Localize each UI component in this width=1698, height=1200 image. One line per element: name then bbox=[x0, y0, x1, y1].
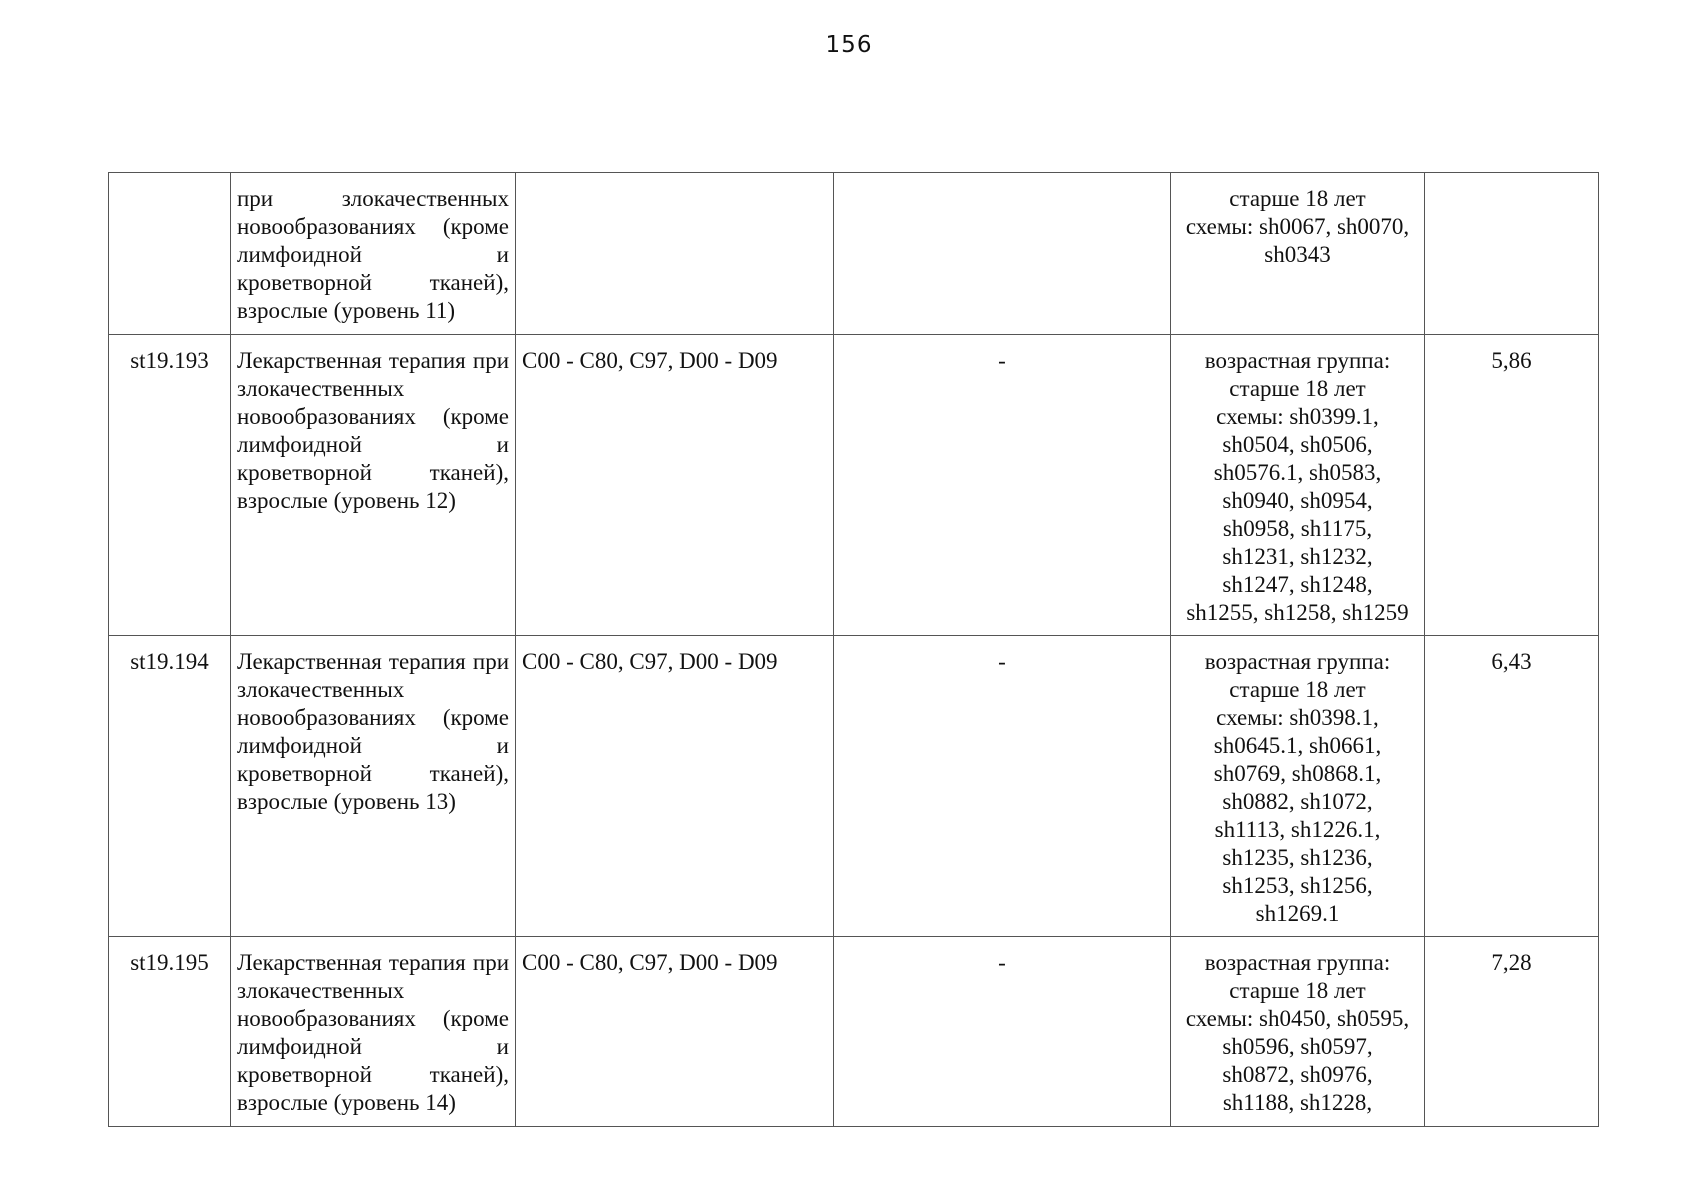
row-coefficient-cell: 5,86 bbox=[1425, 335, 1599, 636]
criteria-line: старше 18 лет bbox=[1229, 186, 1366, 211]
criteria-line: возрастная группа: bbox=[1204, 950, 1391, 975]
criteria-line: sh0504, sh0506, bbox=[1222, 432, 1373, 457]
criteria-line: старше 18 лет bbox=[1229, 677, 1366, 702]
criteria-line: sh0958, sh1175, bbox=[1222, 516, 1373, 541]
criteria-line: схемы: sh0450, sh0595, bbox=[1185, 1006, 1410, 1031]
row-code-cell: st19.194 bbox=[109, 636, 231, 937]
criteria-line: схемы: sh0398.1, bbox=[1216, 705, 1379, 730]
row-other-cell: - bbox=[834, 937, 1171, 1127]
row-name-cell: при злокачественных новообразованиях (кроме лимфоидной и кроветворной тканей), взрослые (уровень 11) bbox=[231, 173, 516, 335]
row-other-cell: - bbox=[834, 636, 1171, 937]
row-criteria-cell bbox=[1171, 937, 1425, 1127]
criteria-line: схемы: sh0067, sh0070, bbox=[1185, 214, 1410, 239]
criteria-line: sh1235, sh1236, bbox=[1222, 845, 1373, 870]
criteria-line: sh1188, sh1228, bbox=[1222, 1090, 1373, 1115]
criteria-line: sh0872, sh0976, bbox=[1222, 1062, 1373, 1087]
criteria-line: возрастная группа: bbox=[1204, 348, 1391, 373]
criteria-line: схемы: sh0399.1, bbox=[1216, 404, 1379, 429]
page-number: 156 bbox=[825, 32, 873, 58]
row-code-cell: st19.195 bbox=[109, 937, 231, 1127]
row-name-cell: Лекарственная терапия при злокачественных новообразованиях (кроме лимфоидной и кроветворной тканей), взрослые (уровень 12) bbox=[231, 335, 516, 636]
criteria-line: старше 18 лет bbox=[1229, 376, 1366, 401]
row-diagnosis-cell bbox=[516, 173, 834, 335]
row-diagnosis-cell: C00 - C80, C97, D00 - D09 bbox=[516, 937, 834, 1127]
criteria-line: sh1247, sh1248, bbox=[1222, 572, 1373, 597]
criteria-line: sh0343 bbox=[1264, 242, 1331, 267]
row-coefficient-cell: 6,43 bbox=[1425, 636, 1599, 937]
row-coefficient-cell bbox=[1425, 173, 1599, 335]
criteria-line: sh1231, sh1232, bbox=[1222, 544, 1373, 569]
row-coefficient-cell: 7,28 bbox=[1425, 937, 1599, 1127]
criteria-line: возрастная группа: bbox=[1204, 649, 1391, 674]
table-row bbox=[109, 335, 1599, 636]
criteria-line: sh0576.1, sh0583, bbox=[1213, 460, 1382, 485]
row-criteria-cell bbox=[1171, 173, 1425, 335]
criteria-line: sh1113, sh1226.1, bbox=[1214, 817, 1381, 842]
tariff-table bbox=[108, 172, 1599, 1127]
criteria-line: sh1269.1 bbox=[1255, 901, 1340, 926]
criteria-line: sh0882, sh1072, bbox=[1222, 789, 1373, 814]
criteria-line: sh0940, sh0954, bbox=[1222, 488, 1373, 513]
row-other-cell: - bbox=[834, 335, 1171, 636]
row-other-cell bbox=[834, 173, 1171, 335]
row-code-cell bbox=[109, 173, 231, 335]
criteria-line: sh1253, sh1256, bbox=[1222, 873, 1373, 898]
table-row bbox=[109, 937, 1599, 1127]
row-code-cell: st19.193 bbox=[109, 335, 231, 636]
row-criteria-cell bbox=[1171, 335, 1425, 636]
criteria-line: sh0596, sh0597, bbox=[1222, 1034, 1373, 1059]
criteria-line: sh0645.1, sh0661, bbox=[1213, 733, 1382, 758]
table-row bbox=[109, 173, 1599, 335]
criteria-line: старше 18 лет bbox=[1229, 978, 1366, 1003]
criteria-line: sh0769, sh0868.1, bbox=[1213, 761, 1382, 786]
row-diagnosis-cell: C00 - C80, C97, D00 - D09 bbox=[516, 636, 834, 937]
row-criteria-cell bbox=[1171, 636, 1425, 937]
row-name-cell: Лекарственная терапия при злокачественных новообразованиях (кроме лимфоидной и кроветворной тканей), взрослые (уровень 14) bbox=[231, 937, 516, 1127]
table-row bbox=[109, 636, 1599, 937]
row-name-cell: Лекарственная терапия при злокачественных новообразованиях (кроме лимфоидной и кроветворной тканей), взрослые (уровень 13) bbox=[231, 636, 516, 937]
row-diagnosis-cell: C00 - C80, C97, D00 - D09 bbox=[516, 335, 834, 636]
criteria-line: sh1255, sh1258, sh1259 bbox=[1186, 600, 1409, 625]
